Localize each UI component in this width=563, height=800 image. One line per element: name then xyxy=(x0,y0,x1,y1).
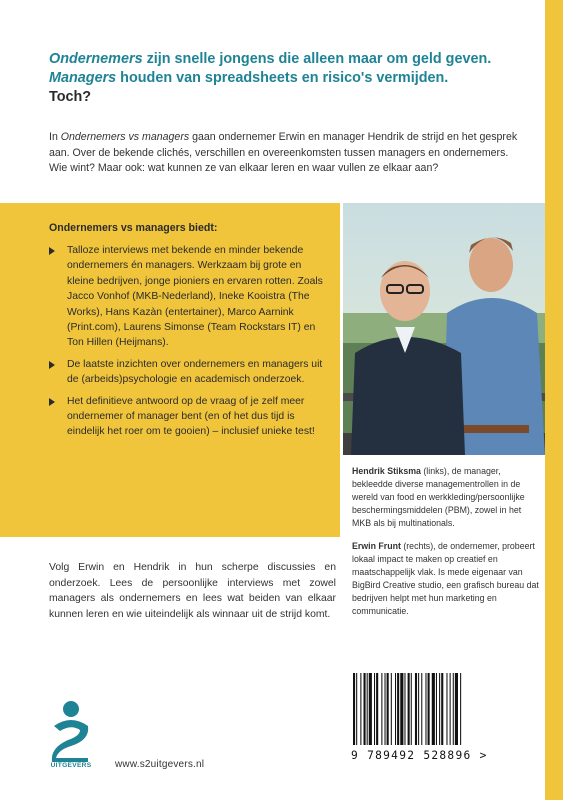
headline-line-2: houden van spreadsheets en risico's vermijden. xyxy=(116,70,449,86)
barcode-bar xyxy=(395,673,396,745)
triangle-bullet-icon xyxy=(49,361,55,369)
barcode-bar xyxy=(400,673,403,745)
headline-em-2: Managers xyxy=(49,70,117,86)
bio-erwin xyxy=(352,540,540,618)
author-bios xyxy=(352,465,540,628)
benefit-item xyxy=(49,243,329,351)
barcode-bar xyxy=(364,673,366,745)
barcode-bar xyxy=(374,673,375,745)
barcode-bar xyxy=(441,673,443,745)
barcode-bar xyxy=(432,673,435,745)
barcode-bar xyxy=(404,673,405,745)
barcode-bar xyxy=(421,673,422,745)
benefits-panel xyxy=(0,203,340,537)
barcode-bar xyxy=(418,673,419,745)
bio-erwin-text: (rechts), de ondernemer, probeert lokaal impact te maken op creatief en maatschappelijk vlak. Is mede eigenaar van BigBird Creative studio, een grafisch bureau dat bedrijven helpt met hun marketing en communicatie. xyxy=(352,541,539,616)
barcode-bar xyxy=(460,673,461,745)
bio-hendrik-name: Hendrik Stiksma xyxy=(352,466,421,476)
publisher-website: www.s2uitgevers.nl xyxy=(115,759,205,770)
barcode-bar xyxy=(428,673,430,745)
barcode-bar xyxy=(385,673,386,745)
intro-paragraph xyxy=(49,130,529,177)
spine-strip xyxy=(545,0,563,800)
barcode-bar xyxy=(455,673,458,745)
benefit-text: Talloze interviews met bekende en minder bekende ondernemers én managers. Werkzaam bij grote en kleine bedrijven, jonge pioniers en ervaren rotten. Zoals Jacco Vonhof (MKB-Nederland), Ineke Kooistra (The Works), Hans Kazàn (entertainer), Marco Aarnink (Print.com), Laurens Simonse (Team Rockstars IT) en Ton Hillen (Heijmans). xyxy=(67,245,323,349)
headline-line-1: zijn snelle jongens die alleen maar om geld geven. xyxy=(142,51,492,67)
intro-after: gaan ondernemer Erwin en manager Hendrik de strijd en het gesprek aan. Over de bekende clichés, verschillen en overeenkomsten tussen managers en ondernemers. Wie wint? Maar ook: wat kunnen ze van elkaar leren en waar vullen ze elkaar aan? xyxy=(49,131,518,175)
benefit-item xyxy=(49,357,329,388)
isbn-barcode xyxy=(343,665,523,781)
triangle-bullet-icon xyxy=(49,398,55,406)
barcode-bar xyxy=(450,673,451,745)
benefits-heading: Ondernemers vs managers biedt: xyxy=(49,222,218,234)
benefit-text: De laatste inzichten over ondernemers en managers uit de (arbeids)psychologie en academisch onderzoek. xyxy=(67,358,323,386)
barcode-bar xyxy=(439,673,440,745)
bio-hendrik xyxy=(352,465,540,530)
authors-photo xyxy=(343,203,545,455)
publisher-logo xyxy=(46,700,96,770)
barcode-bar xyxy=(436,673,437,745)
headline-line-3: Toch? xyxy=(49,89,92,105)
barcode-bar xyxy=(369,673,372,745)
barcode-bar xyxy=(446,673,447,745)
bio-erwin-name: Erwin Frunt xyxy=(352,541,401,551)
triangle-bullet-icon xyxy=(49,247,55,255)
s2-logo-icon xyxy=(46,700,96,762)
barcode-bar xyxy=(408,673,410,745)
bio-hendrik-text: (links), de manager, bekleedde diverse managementrollen in de wereld van food en werkkleding/persoonlijke beschermingsmiddelen (PBM), zowel in het MKB als bij multinationals. xyxy=(352,466,525,528)
barcode-bar xyxy=(411,673,412,745)
benefits-list xyxy=(49,243,329,446)
barcode-bar xyxy=(425,673,426,745)
benefit-text: Het definitieve antwoord op de vraag of je zelf meer ondernemer of manager bent (en of het dus tijd is eindelijk het roer om te gooien) – inclusief unieke test! xyxy=(67,395,315,438)
publisher-logo-text: UITGEVERS xyxy=(50,762,92,769)
headline-em-1: Ondernemers xyxy=(49,51,143,67)
barcode-bar xyxy=(415,673,417,745)
barcode-bar xyxy=(381,673,382,745)
barcode-bar xyxy=(397,673,399,745)
isbn-digits: 9 789492 528896 > xyxy=(351,749,488,762)
barcode-bar xyxy=(360,673,361,745)
intro-title: Ondernemers vs managers xyxy=(60,131,190,143)
barcode-bar xyxy=(453,673,454,745)
closing-paragraph: Volg Erwin en Hendrik in hun scherpe discussies en onderzoek. Lees de persoonlijke interviews met zowel managers als ondernemers en lees wat beiden van elkaar kunnen leren en wie uiteindelijk als winnaar uit de strijd komt. xyxy=(49,562,336,620)
barcode-bar xyxy=(367,673,368,745)
headline xyxy=(49,50,539,107)
barcode-icon xyxy=(353,673,518,745)
barcode-bar xyxy=(376,673,378,745)
authors-photo-illustration xyxy=(343,203,545,455)
barcode-bar xyxy=(391,673,392,745)
intro-before: In xyxy=(49,131,61,143)
barcode-bar xyxy=(356,673,357,745)
barcode-bar xyxy=(387,673,389,745)
benefit-item xyxy=(49,394,329,440)
barcode-bar xyxy=(353,673,355,745)
